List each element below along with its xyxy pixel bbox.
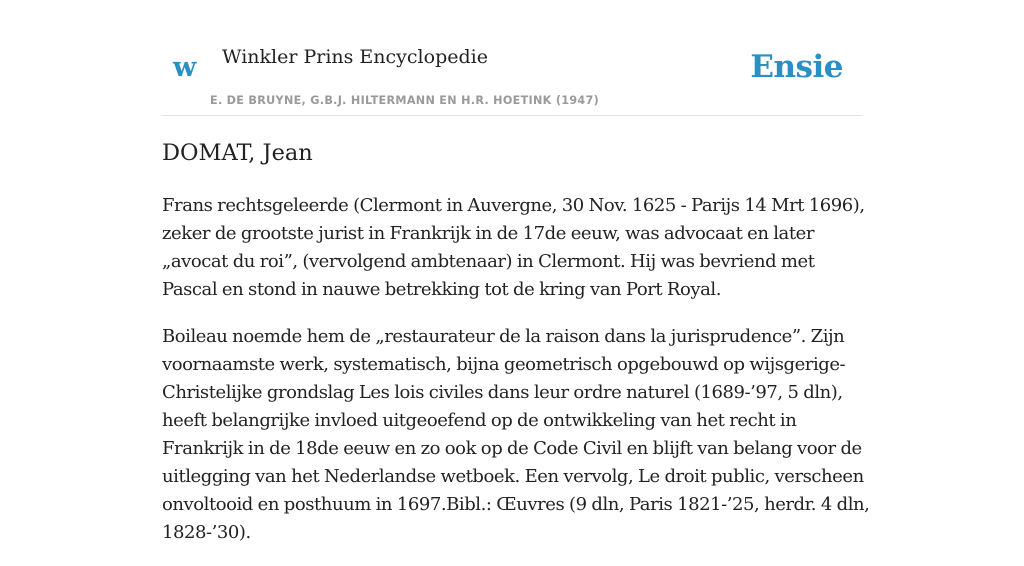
publication-logo-icon[interactable]: w	[173, 52, 197, 83]
publication-authors: E. DE BRUYNE, G.B.J. HILTERMANN EN H.R. HOETINK (1947)	[210, 94, 599, 107]
article-body	[162, 192, 872, 566]
article-paragraph: Frans rechtsgeleerde (Clermont in Auvergne, 30 Nov. 1625 - Parijs 14 Mrt 1696), zeker de grootste jurist in Frankrijk in de 17de eeuw, was advocaat en later „avocat du roi”, (vervolgend ambtenaar) in Clermont. Hij was bevriend met Pascal en stond in nauwe betrekking tot de kring van Port Royal.	[162, 195, 865, 300]
publication-title-link[interactable]: Winkler Prins Encyclopedie	[222, 46, 488, 68]
article-paragraph: Boileau noemde hem de „restaurateur de la raison dans la jurisprudence”. Zijn voornaamste werk, systematisch, bijna geometrisch opgebouwd op wijsgerige-Christelijke grondslag Les lois civiles dans leur ordre naturel (1689-’97, 5 dln), heeft belangrijke invloed uitgeoefend op de ontwikkeling van het recht in Frankrijk in de 18de eeuw en zo ook op de Code Civil en blijft van belang voor de uitlegging van het Nederlandse wetboek. Een vervolg, Le droit public, verscheen onvoltooid en posthuum in 1697.Bibl.: Œuvres (9 dln, Paris 1821-’25, herdr. 4 dln, 1828-’30).	[162, 326, 870, 543]
publication-header	[162, 36, 862, 116]
ensie-logo[interactable]: Ensie	[750, 49, 843, 85]
article-headword: DOMAT, Jean	[162, 140, 313, 166]
